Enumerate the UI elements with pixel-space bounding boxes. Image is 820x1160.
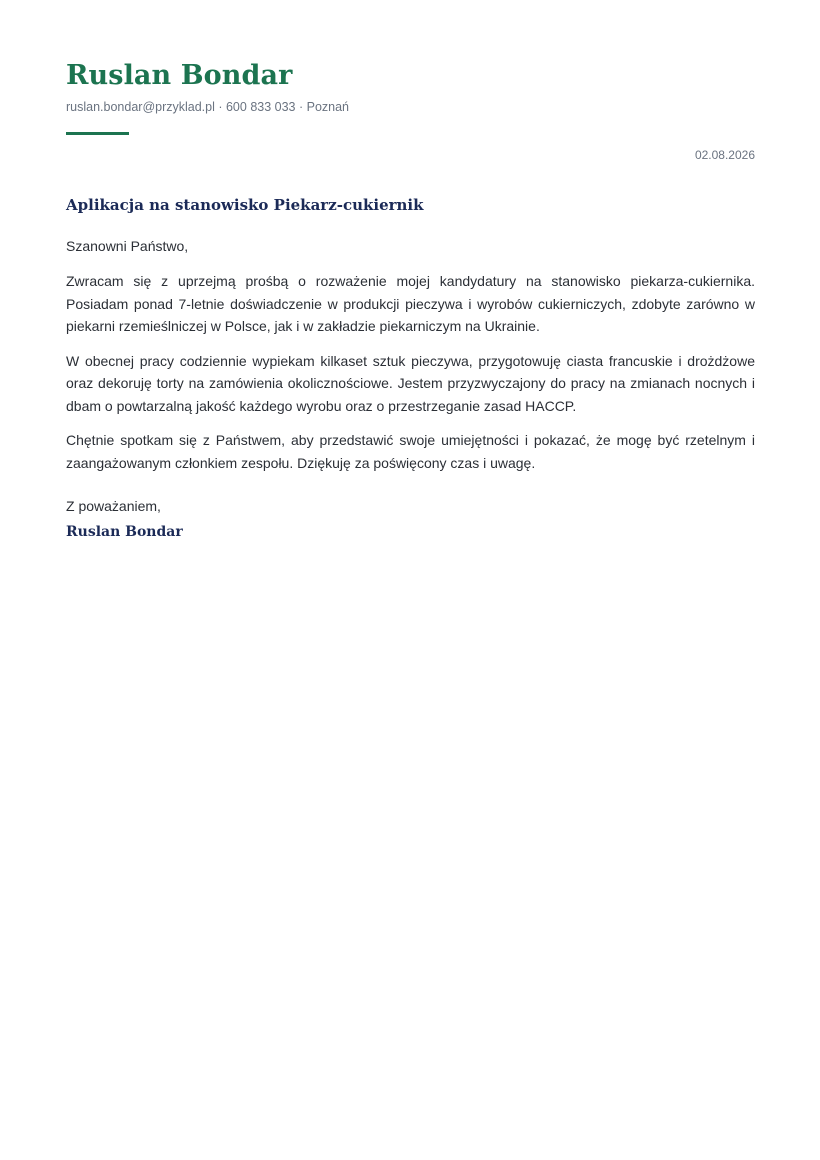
body-paragraph: W obecnej pracy codziennie wypiekam kilkaset sztuk pieczywa, przygotowuję ciasta francuskie i drożdżowe oraz dekoruję torty na zamówienia okolicznościowe. Jestem przyzwyczajony do pracy na zmianach nocnych i dbam o powtarzalną jakość każdego wyrobu oraz o przestrzeganie zasad HACCP. [66,352,755,414]
applicant-name: Ruslan Bondar [66,60,293,91]
body-paragraph: Zwracam się z uprzejmą prośbą o rozważenie mojej kandydatury na stanowisko piekarza-cukiernika. Posiadam ponad 7-letnie doświadczenie w produkcji pieczywa i wyrobów cukierniczych, zdobyte zarówno w piekarni rzemieślniczej w Polsce, jak i w zakładzie piekarniczym na Ukrainie. [66,273,755,334]
letter-body [66,270,755,486]
salutation: Szanowni Państwo, [66,238,189,254]
closing: Z poważaniem, [66,498,161,514]
letter-date: 02.08.2026 [694,148,755,162]
header-accent-divider [66,132,129,135]
signature: Ruslan Bondar [66,524,183,540]
contact-line: ruslan.bondar@przyklad.pl · 600 833 033 · Poznań [66,100,350,114]
letter-subject: Aplikacja na stanowisko Piekarz-cukiernik [66,196,424,214]
body-paragraph: Chętnie spotkam się z Państwem, aby przedstawić swoje umiejętności i pokazać, że mogę być rzetelnym i zaangażowanym członkiem zespołu. Dziękuję za poświęcony czas i uwagę. [66,432,755,471]
